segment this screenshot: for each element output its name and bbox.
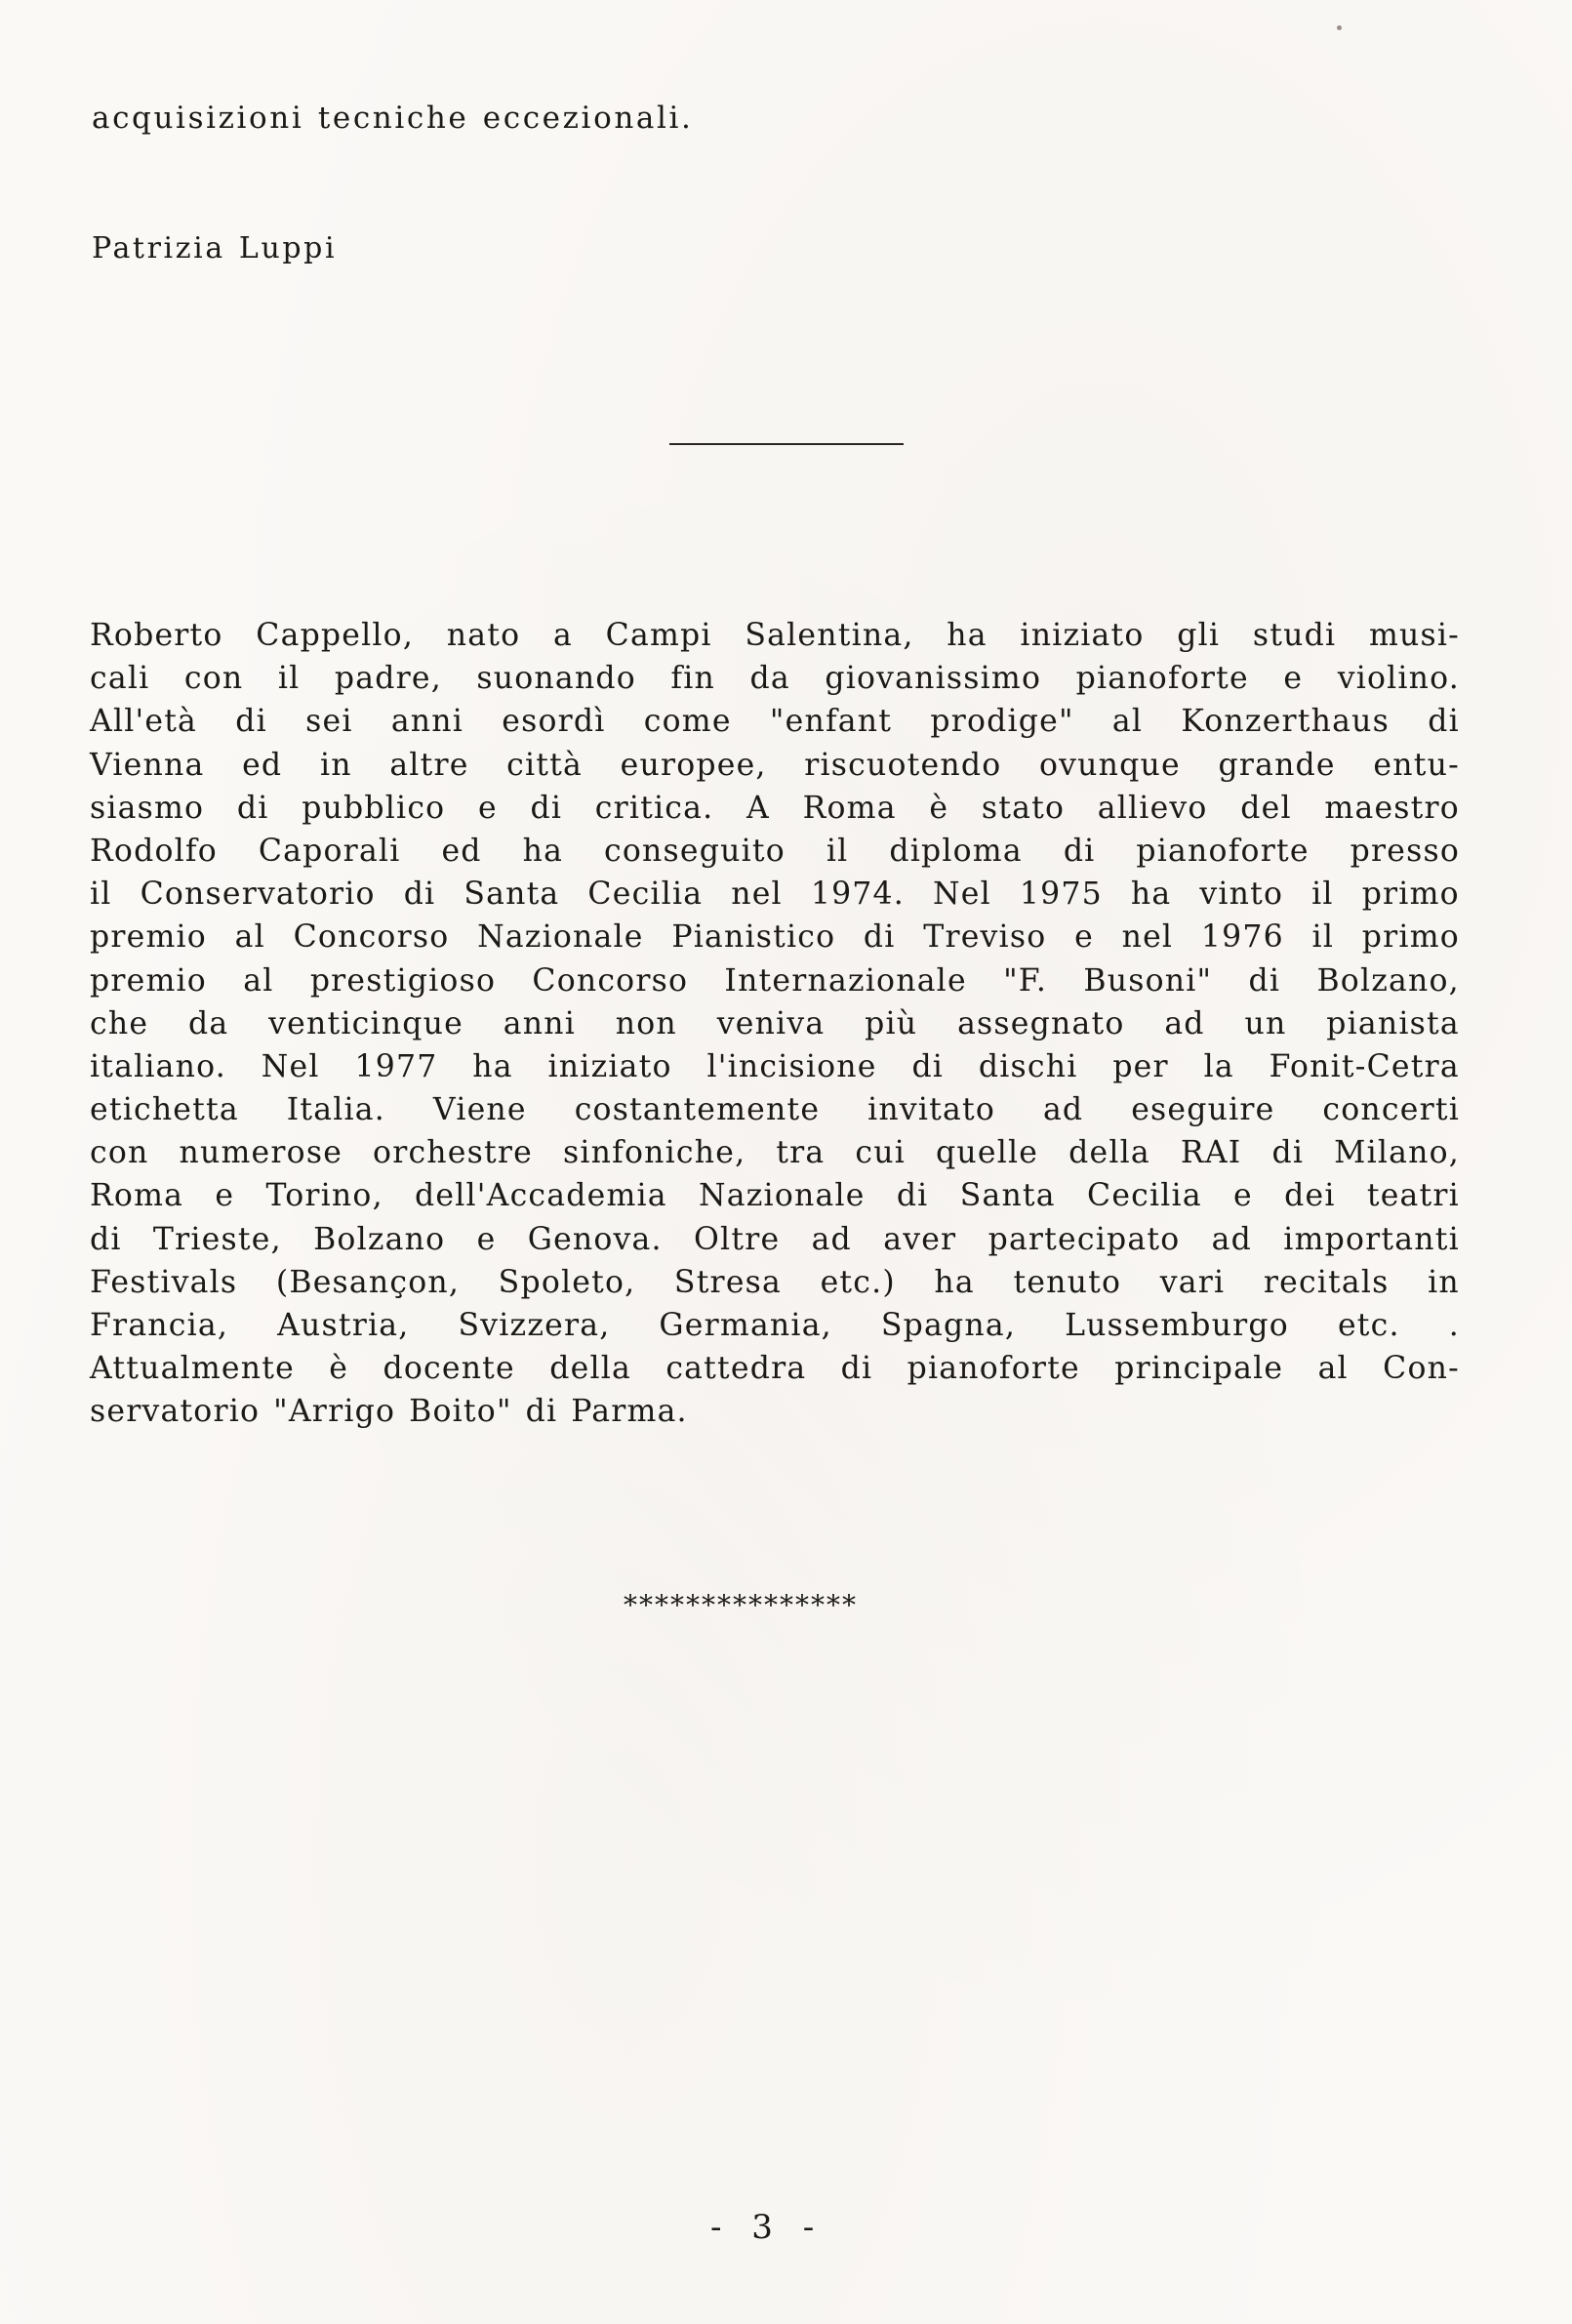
biography-line: premio al prestigioso Concorso Internazionale "F. Busoni" di Bolzano, xyxy=(90,962,1460,999)
biography-line: Festivals (Besançon, Spoleto, Stresa etc.) ha tenuto vari recitals in xyxy=(90,1264,1460,1300)
biography-line: etichetta Italia. Viene costantemente invitato ad eseguire concerti xyxy=(90,1092,1460,1128)
biography-line: All'età di sei anni esordì come "enfant prodige" al Konzerthaus di xyxy=(90,704,1460,740)
biography-line: Rodolfo Caporali ed ha conseguito il diploma di pianoforte presso xyxy=(90,833,1460,869)
biography-line: Roberto Cappello, nato a Campi Salentina, ha iniziato gli studi musi- xyxy=(90,618,1460,653)
biography-line: Francia, Austria, Svizzera, Germania, Spagna, Lussemburgo etc. . xyxy=(90,1308,1460,1343)
biography-line: con numerose orchestre sinfoniche, tra cui quelle della RAI di Milano, xyxy=(90,1135,1460,1171)
biography-line: cali con il padre, suonando fin da giovanissimo pianoforte e violino. xyxy=(90,661,1460,697)
biography-paragraph xyxy=(90,618,1460,1441)
biography-line: che da venticinque anni non veniva più assegnato ad un pianista xyxy=(90,1005,1460,1041)
page-number: - 3 - xyxy=(710,2208,825,2247)
biography-line: siasmo di pubblico e di critica. A Roma è stato allievo del maestro xyxy=(90,790,1460,826)
biography-line: Roma e Torino, dell'Accademia Nazionale di Santa Cecilia e dei teatri xyxy=(90,1178,1460,1214)
biography-line: il Conservatorio di Santa Cecilia nel 1974. Nel 1975 ha vinto il primo xyxy=(90,877,1460,913)
biography-line: Vienna ed in altre città europee, riscuotendo ovunque grande entu- xyxy=(90,747,1460,783)
intro-closing-line: acquisizioni tecniche eccezionali. xyxy=(92,101,694,136)
paper-speck xyxy=(1337,25,1342,30)
biography-line: premio al Concorso Nazionale Pianistico di Treviso e nel 1976 il primo xyxy=(90,919,1460,956)
asterisk-divider: *************** xyxy=(624,1589,858,1621)
section-separator-rule xyxy=(669,443,904,445)
biography-line: servatorio "Arrigo Boito" di Parma. xyxy=(90,1394,688,1430)
biography-line: di Trieste, Bolzano e Genova. Oltre ad aver partecipato ad importanti xyxy=(90,1221,1460,1257)
review-author-signature: Patrizia Luppi xyxy=(92,231,338,265)
biography-line: Attualmente è docente della cattedra di pianoforte principale al Con- xyxy=(90,1351,1460,1387)
biography-line: italiano. Nel 1977 ha iniziato l'incisione di dischi per la Fonit-Cetra xyxy=(90,1048,1460,1084)
